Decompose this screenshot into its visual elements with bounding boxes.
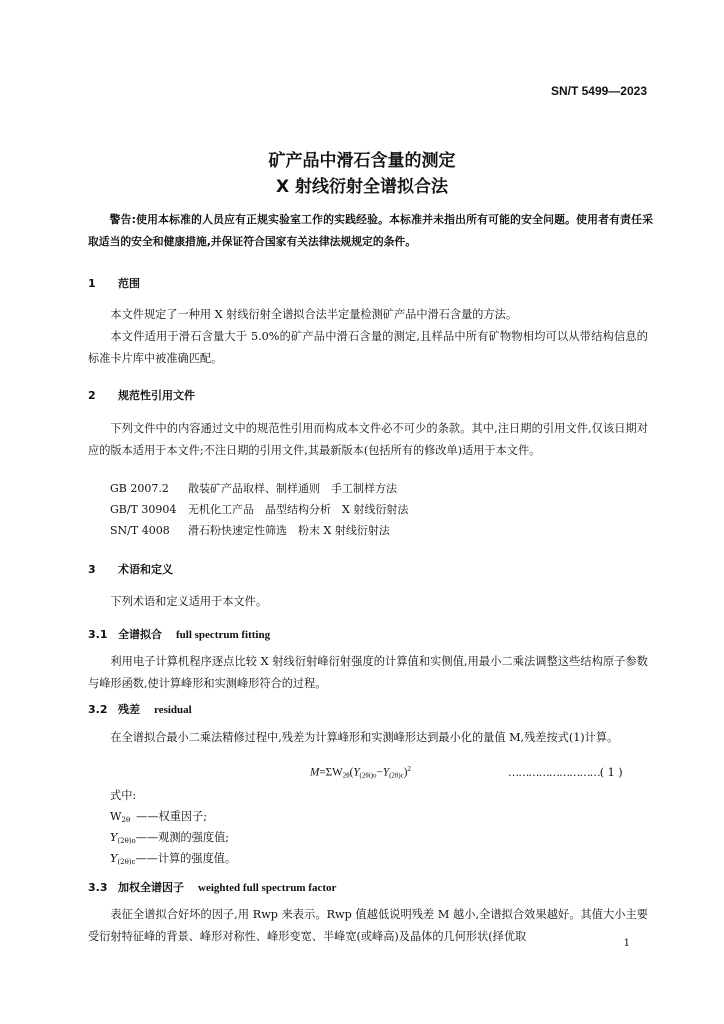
term-title-en: full spectrum fitting [176, 629, 271, 641]
formula-dot-leader: ……………………… [508, 766, 600, 779]
formula-weight-sub: 2θ [342, 771, 350, 780]
reference-title: 无机化工产品 晶型结构分析 X 射线衍射法 [188, 503, 409, 516]
term-title-cn: 残差 [118, 703, 140, 716]
section-number: 2 [88, 389, 96, 402]
page-number: 1 [623, 938, 630, 949]
term-3-1-definition: 利用电子计算机程序逐点比较 X 射线衍射峰衍射强度的计算值和实侧值,用最小二乘法调整这些结构原子参数与峰形函数,使计算峰形和实测峰形符合的过程。 [88, 655, 648, 690]
reference-title: 散装矿产品取样、制样通则 手工制样方法 [188, 482, 397, 495]
formula-sum: Σ [325, 766, 333, 779]
variable-definition [110, 829, 229, 845]
term-3-1-heading [88, 626, 270, 642]
term-number: 3.2 [88, 703, 108, 716]
reference-code: GB/T 30904 [110, 503, 177, 516]
section-2-paragraph-1: 下列文件中的内容通过文中的规范性引用而构成本文件必不可少的条款。其中,注日期的引用文件,仅该日期对应的版本适用于本文件;不注日期的引用文件,其最新版本(包括所有的修改单)适用于本文件。 [88, 422, 648, 457]
reference-title: 滑石粉快速定性筛选 粉末 X 射线衍射法 [188, 524, 390, 537]
formula-minus: − [376, 766, 383, 779]
variable-symbol: Y [110, 852, 118, 865]
variable-definition [110, 850, 236, 866]
variable-subscript: (2θ)o [117, 837, 136, 845]
reference-code: SN/T 4008 [110, 524, 170, 537]
reference-item [110, 522, 390, 538]
document-title-line2: X 射线衍射全谱拟合法 [275, 177, 449, 197]
variable-description: ——计算的强度值。 [135, 852, 237, 865]
term-3-2-heading [88, 701, 192, 717]
where-label: 式中: [110, 789, 137, 802]
section-title: 范围 [118, 277, 140, 290]
term-title-cn: 加权全谱因子 [118, 881, 184, 894]
section-1-paragraph-1: 本文件规定了一种用 X 射线衍射全谱拟合法半定量检测矿产品中滑石含量的方法。 [110, 308, 518, 321]
term-3-2-definition: 在全谱拟合最小二乘法精修过程中,残差为计算峰形和实测峰形达到最小化的量值 M,残差按式(1)计算。 [110, 731, 619, 744]
reference-item [110, 480, 397, 496]
formula-y-calc-sub: (2θ)c [389, 771, 404, 780]
variable-subscript: (2θ)c [117, 858, 136, 866]
formula-y-observed-sub: (2θi)o [359, 771, 377, 780]
variable-description: ——权重因子; [136, 810, 208, 823]
section-title: 术语和定义 [118, 563, 173, 576]
section-number: 1 [88, 277, 96, 290]
section-1-paragraph-2: 本文件适用于滑石含量大于 5.0%的矿产品中滑石含量的测定,且样品中所有矿物物相均可以从带结构信息的标准卡片库中被准确匹配。 [88, 330, 648, 365]
standard-number: SN/T 5499—2023 [550, 84, 647, 98]
section-title: 规范性引用文件 [118, 389, 195, 402]
section-number: 3 [88, 563, 96, 576]
formula-lhs: M [310, 766, 320, 779]
formula-y-observed: Y [353, 766, 360, 779]
term-3-3-definition: 表征全谱拟合好坏的因子,用 Rwp 来表示。Rwp 值越低说明残差 M 越小,全谱拟合效果越好。其值大小主要受衍射特征峰的背景、峰形对称性、峰形变宽、半峰宽(或峰高)及晶体的几何形状(择优取 [88, 908, 648, 943]
variable-symbol: W [110, 810, 122, 823]
variable-symbol: Y [110, 831, 118, 844]
variable-description: ——观测的强度值; [135, 831, 230, 844]
section-1-heading [88, 275, 140, 291]
term-title-en: weighted full spectrum factor [198, 882, 337, 894]
section-3-heading [88, 561, 173, 577]
formula-power: 2 [407, 765, 411, 773]
document-title-line1: 矿产品中滑石含量的测定 [268, 151, 456, 171]
section-3-paragraph-1: 下列术语和定义适用于本文件。 [110, 595, 268, 608]
formula-leader-and-number [508, 766, 623, 779]
reference-item [110, 501, 408, 517]
variable-definition [110, 808, 207, 824]
formula-weight: W [332, 766, 343, 779]
formula-y-calc: Y [382, 766, 390, 779]
warning-paragraph: 警告:使用本标准的人员应有正规实验室工作的实践经验。本标准并未指出所有可能的安全问题。使用者有责任采取适当的安全和健康措施,并保证符合国家有关法律法规规定的条件。 [88, 213, 653, 248]
term-3-3-heading [88, 879, 336, 895]
term-number: 3.1 [88, 628, 108, 641]
formula-equation-number: ( 1 ) [599, 766, 623, 779]
formula-1: $M=\Sigma W_{2\theta}(Y_{(2\theta i)o}-Y_{(2\theta)c})^2$ [310, 765, 411, 780]
reference-code: GB 2007.2 [110, 482, 169, 495]
formula-equals: = [319, 766, 326, 779]
term-title-en: residual [154, 704, 192, 716]
variable-subscript: 2θ [121, 816, 131, 824]
term-number: 3.3 [88, 881, 108, 894]
term-title-cn: 全谱拟合 [118, 628, 162, 641]
section-2-heading [88, 387, 195, 403]
